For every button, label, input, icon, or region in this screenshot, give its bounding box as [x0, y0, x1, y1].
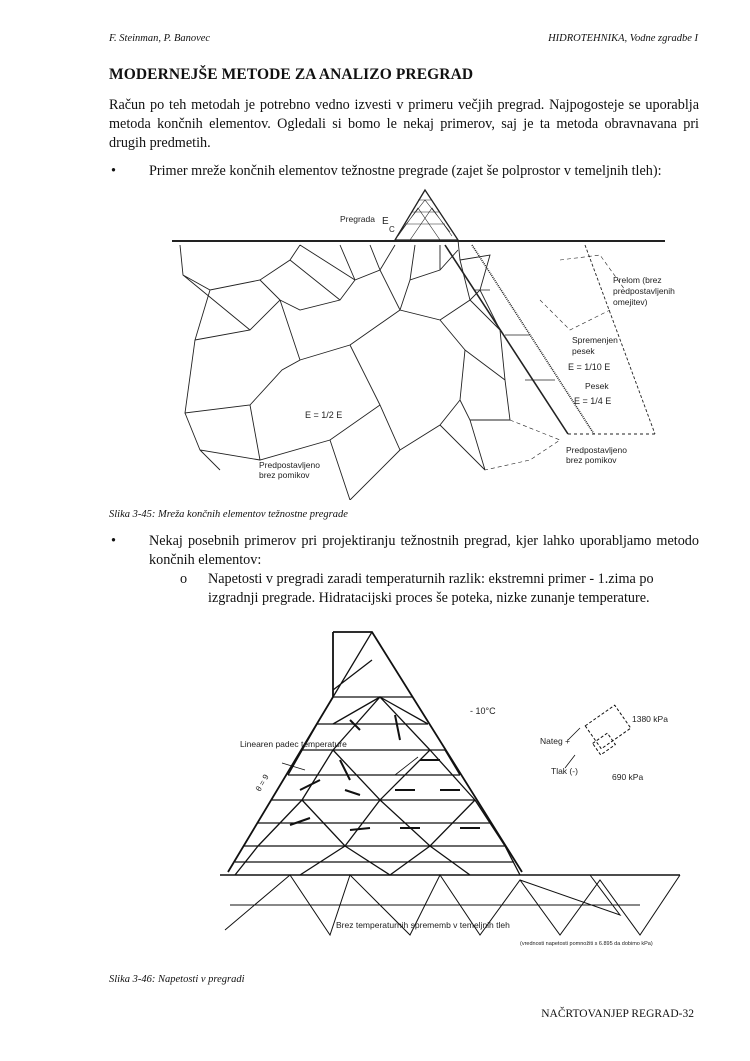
label-fixed-right: Predpostavljeno brez pomikov — [566, 445, 627, 465]
label-compression: Tlak (-) — [551, 766, 578, 776]
label-temperature: - 10°C — [470, 706, 496, 716]
label-eg-quarter: E = 1/4 E — [574, 396, 612, 406]
bullet-icon: • — [111, 533, 116, 549]
dam-outline-2 — [228, 632, 522, 872]
section-title: MODERNEJŠE METODE ZA ANALIZO PREGRAD — [109, 66, 474, 83]
bullet-item-special-cases: • Nekaj posebnih primerov pri projektiranju težnostnih pregrad, kjer lahko uporabljamo metodo končnih elementov: — [111, 533, 699, 568]
bullet-item-mesh: • Primer mreže končnih elementov težnostne pregrade (zajet še polprostor v temeljnih tleh): — [111, 163, 662, 179]
figure-caption-2: Slika 3-46: Napetosti v pregradi — [109, 974, 245, 985]
subbullet-item-temperature: o Napetosti v pregradi zaradi temperaturnih razlik: ekstremni primer - 1.zima po izgradnji pregrade. Hidratacijski proces še poteka, nizke zunanje temperature. — [180, 571, 654, 606]
thermal-stress-figure — [0, 620, 750, 970]
label-ec: E — [382, 216, 389, 227]
intro-paragraph: Račun po teh metodah je potrebno vedno izvesti v primeru večjih pregrad. Najpogosteje se uporablja metoda končnih elementov. Ogledali si bomo le nekaj primerov, saj je ta metoda obravnavana pri drugih predmetih. — [109, 97, 699, 151]
header-authors: F. Steinman, P. Banovec — [109, 33, 211, 44]
label-scale-1380: 1380 kPa — [632, 714, 668, 724]
figure-caption-1: Slika 3-45: Mreža končnih elementov težnostne pregrade — [109, 509, 348, 520]
label-ec-sub: C — [389, 225, 395, 234]
label-tension: Nateg + — [540, 736, 571, 746]
label-linear-temperature: Linearen padec temperature — [240, 739, 347, 749]
label-note: (vrednosti napetosti pomnožiti s 6.895 da dobimo kPa) — [520, 941, 653, 947]
page-footer: NAČRTOVANJEP REGRAD-32 — [541, 1008, 694, 1020]
label-changed-sand: Spremenjen pesek — [572, 335, 618, 356]
label-no-change: Brez temperaturnih sprememb v temeljnih tleh — [336, 920, 510, 930]
label-sand: Pesek — [585, 381, 609, 391]
circle-bullet-icon: o — [180, 571, 188, 587]
label-dam: Pregrada — [340, 214, 375, 224]
label-fixed-left: Predpostavljeno brez pomikov — [259, 460, 320, 480]
finite-element-mesh-figure — [0, 0, 750, 500]
label-scale-690: 690 kPa — [612, 772, 644, 782]
header-book: HIDROTEHNIKA, Vodne zgradbe I — [548, 33, 698, 44]
bullet-icon: • — [111, 163, 116, 179]
dam-outline — [395, 190, 458, 240]
label-e-half: E = 1/2 E — [305, 410, 343, 420]
label-theta: θ = 9 — [253, 772, 271, 793]
label-fault: Prelom (brez predpostavljenih omejitev) — [613, 275, 675, 307]
label-e-tenth: E = 1/10 E — [568, 362, 611, 372]
